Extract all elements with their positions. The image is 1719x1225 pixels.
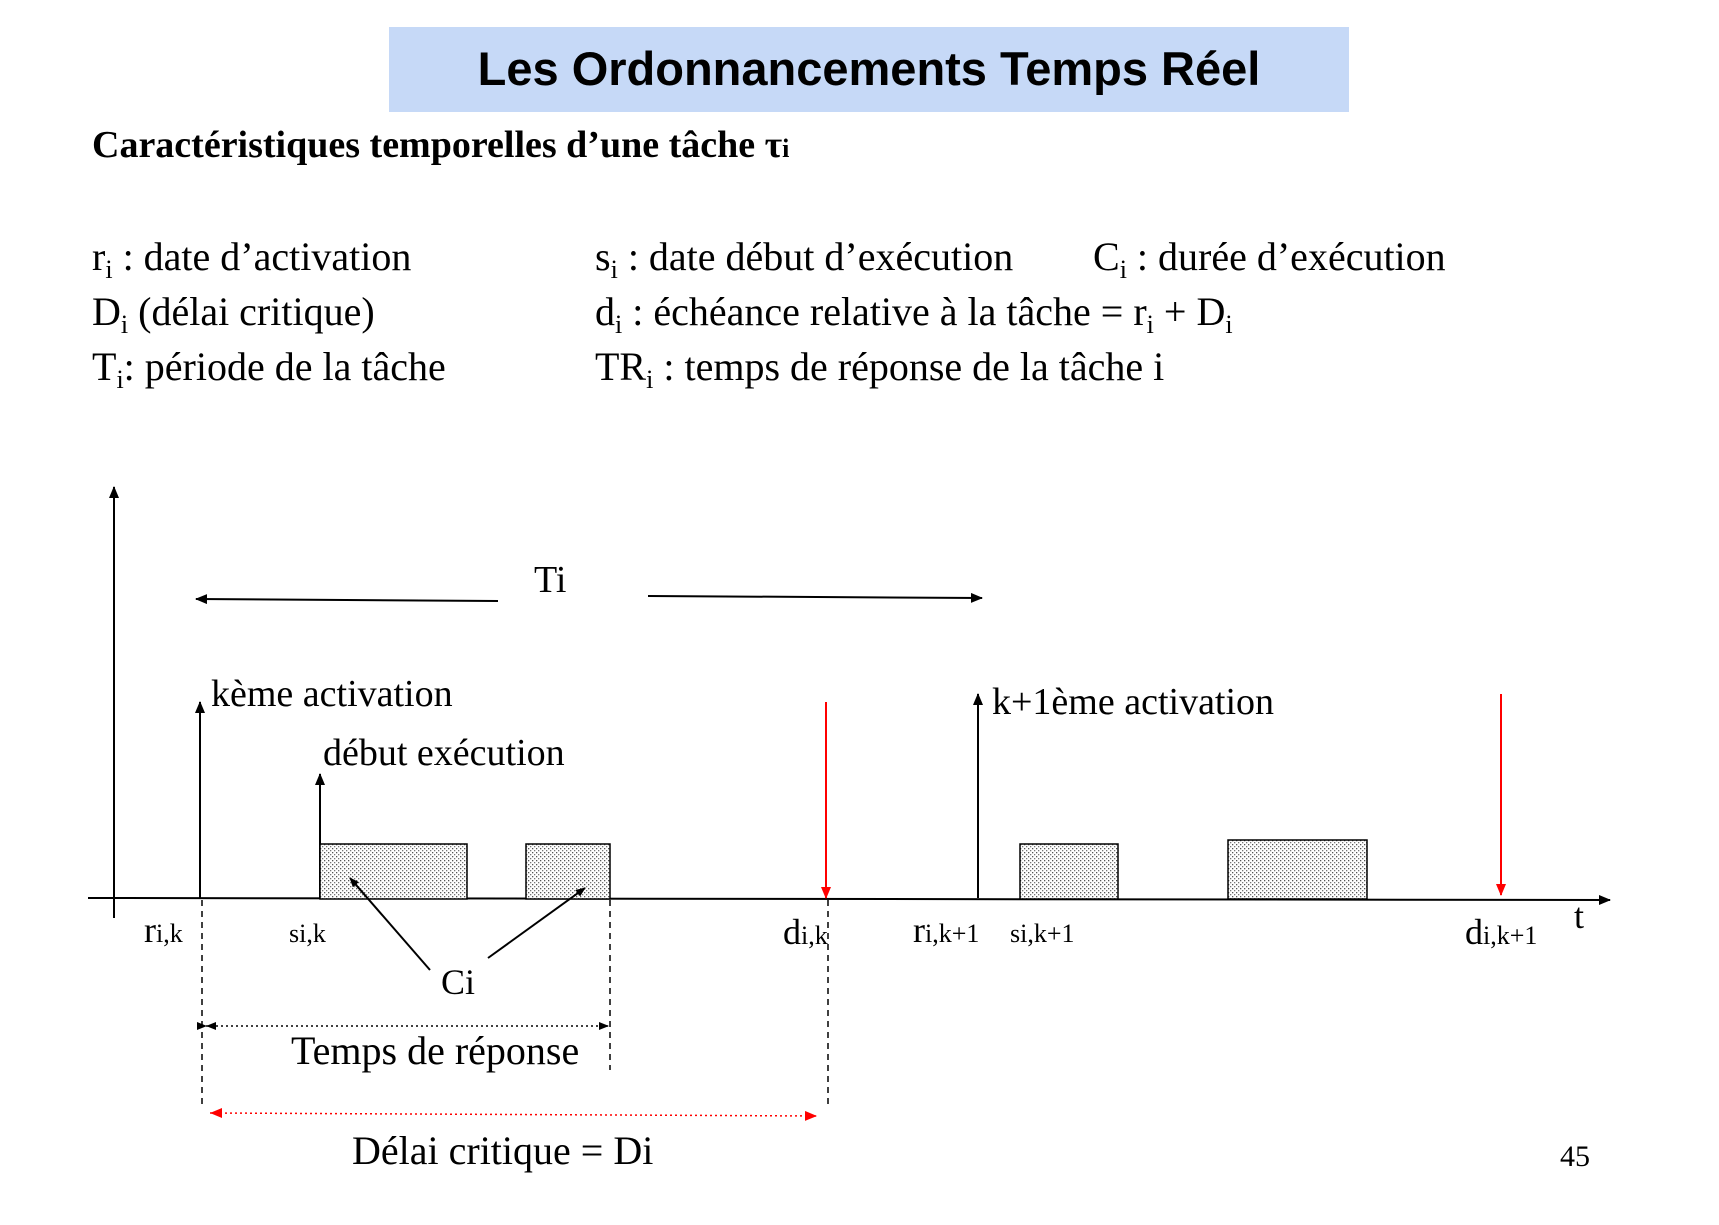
def-ri: $r_i$ : date d’activation — [92, 234, 412, 284]
def-si: $s_i$ : date début d’exécution — [595, 234, 1014, 284]
period-label: Ti — [534, 559, 567, 601]
tau-symbol: τ — [764, 124, 783, 166]
def-Ti: $T_i$: période de la tâche — [92, 344, 446, 394]
time-axis — [88, 898, 1610, 900]
period-arrow-right — [648, 596, 982, 598]
activation-k-label: kème activation — [211, 673, 453, 715]
tick-s-k: si,k — [289, 919, 326, 948]
page-title: Les Ordonnancements Temps Réel — [477, 42, 1261, 95]
time-axis-label: t — [1574, 896, 1585, 936]
ci-label: Ci — [441, 962, 476, 1002]
def-di: $d_i$ : échéance relative à la tâche = $r_i + D_i$ — [595, 289, 1233, 339]
response-time-label: Temps de réponse — [291, 1028, 580, 1073]
page-number: 45 — [1560, 1140, 1590, 1173]
def-Di: $D_i$ (délai critique) — [92, 289, 375, 339]
exec-block-k-1 — [320, 844, 467, 899]
tick-d-k: di,k — [783, 912, 828, 952]
def-TRi: $TR_i$ : temps de réponse de la tâche i — [595, 344, 1165, 394]
exec-block-k-2 — [526, 844, 610, 899]
critical-delay-arrow — [210, 1113, 816, 1116]
tick-r-k: ri,k — [144, 910, 183, 950]
exec-block-k1-2 — [1228, 840, 1367, 899]
critical-delay-label: Délai critique = Di — [352, 1128, 654, 1173]
def-ci: $C_i$ : durée d’exécution — [1093, 234, 1446, 284]
tau-sub: i — [782, 134, 790, 163]
tick-d-k1: di,k+1 — [1465, 912, 1538, 952]
debut-execution-label: début exécution — [323, 732, 565, 774]
tick-r-k1: ri,k+1 — [913, 910, 980, 950]
exec-block-k1-1 — [1020, 844, 1118, 899]
subtitle-text: Caractéristiques temporelles d’une tâche — [92, 124, 756, 166]
tick-s-k1: si,k+1 — [1010, 919, 1075, 948]
period-arrow-left — [196, 599, 498, 601]
activation-k1-label: k+1ème activation — [992, 681, 1275, 723]
